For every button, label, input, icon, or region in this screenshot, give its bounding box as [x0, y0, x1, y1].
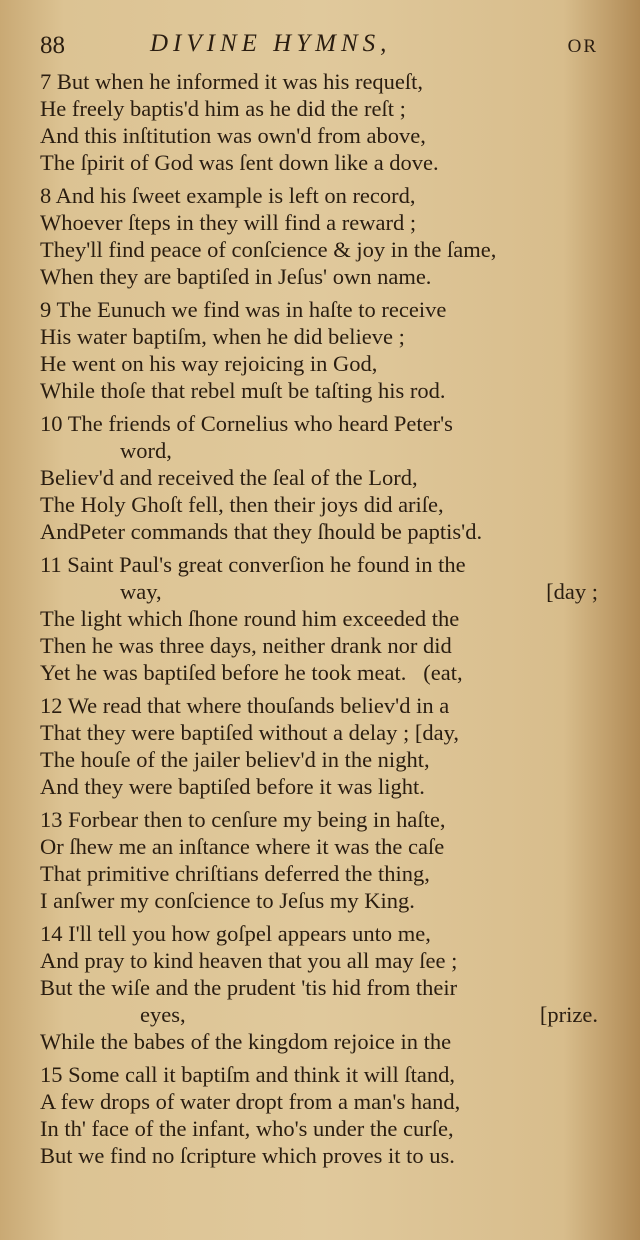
turnover-word: eyes,: [140, 1002, 186, 1027]
verse-line: In th' face of the infant, who's under the curſe,: [40, 1116, 454, 1141]
verse-line: Whoever ſteps in they will find a reward ;: [40, 210, 417, 235]
verse-13: [40, 806, 606, 914]
verse-line-turnover: word,: [120, 438, 172, 463]
verse-line: 15 Some call it baptiſm and think it will ſtand,: [40, 1062, 455, 1087]
verse-14: [40, 920, 606, 1055]
verse-line: 8 And his ſweet example is left on record,: [40, 183, 416, 208]
page-number: 88: [40, 32, 65, 59]
verse-line: A few drops of water dropt from a man's hand,: [40, 1089, 461, 1114]
verse-line: That they were baptiſed without a delay ; [day,: [40, 720, 460, 745]
verse-line: And pray to kind heaven that you all may ſee ;: [40, 948, 458, 973]
verse-line: The ſpirit of God was ſent down like a dove.: [40, 150, 439, 175]
verse-line: I anſwer my conſcience to Jeſus my King.: [40, 888, 415, 913]
verse-line: But the wiſe and the prudent 'tis hid from their: [40, 975, 458, 1000]
verse-9: [40, 296, 606, 404]
verse-line: Believ'd and received the ſeal of the Lord,: [40, 465, 418, 490]
verse-line: While thoſe that rebel muſt be taſting his rod.: [40, 378, 446, 403]
verse-line: The light which ſhone round him exceeded the: [40, 606, 460, 631]
verse-line: But we find no ſcripture which proves it to us.: [40, 1143, 455, 1168]
verse-line: Then he was three days, neither drank nor did: [40, 633, 452, 658]
verse-line: And this inſtitution was own'd from above,: [40, 123, 426, 148]
verse-line: 7 But when he informed it was his requeſt,: [40, 69, 424, 94]
verse-line: 14 I'll tell you how goſpel appears unto me,: [40, 921, 431, 946]
verse-line: His water baptiſm, when he did believe ;: [40, 324, 405, 349]
verse-line: 13 Forbear then to cenſure my being in haſte,: [40, 807, 446, 832]
verse-12: [40, 692, 606, 800]
turnover-word: (eat,: [423, 660, 463, 685]
verse-turnover-row: [40, 1001, 606, 1028]
turnover-word: [prize.: [539, 1002, 598, 1027]
verse-line: [40, 659, 606, 686]
verse-line: Or ſhew me an inſtance where it was the caſe: [40, 834, 445, 859]
verse-15: [40, 1061, 606, 1169]
verse-7: [40, 68, 606, 176]
verse-8: [40, 182, 606, 290]
verse-line: That primitive chriſtians deferred the thing,: [40, 861, 430, 886]
turnover-word: way,: [120, 579, 162, 604]
verse-line: The Holy Ghoſt fell, then their joys did ariſe,: [40, 492, 444, 517]
verse-line: He freely baptis'd him as he did the reſt ;: [40, 96, 406, 121]
verse-turnover-row: [40, 578, 606, 605]
running-title: DIVINE HYMNS,: [150, 30, 392, 57]
verse-line: The houſe of the jailer believ'd in the night,: [40, 747, 430, 772]
verse-line: 9 The Eunuch we find was in haſte to receive: [40, 297, 447, 322]
verse-line: AndPeter commands that they ſhould be paptis'd.: [40, 519, 483, 544]
verse-line: While the babes of the kingdom rejoice in the: [40, 1029, 452, 1054]
verse-line: He went on his way rejoicing in God,: [40, 351, 378, 376]
verse-line: And they were baptiſed before it was light.: [40, 774, 425, 799]
verse-line: 10 The friends of Cornelius who heard Peter's: [40, 411, 453, 436]
turnover-word: [day ;: [546, 579, 598, 604]
verse-line: 11 Saint Paul's great converſion he found in the: [40, 552, 466, 577]
verse-11: [40, 551, 606, 686]
verse-line: When they are baptiſed in Jeſus' own name.: [40, 264, 432, 289]
verse-line: 12 We read that where thouſands believ'd in a: [40, 693, 450, 718]
verse-10: [40, 410, 606, 545]
verse-line-text: Yet he was baptiſed before he took meat.: [40, 660, 407, 685]
running-title-or: OR: [567, 36, 598, 57]
verse-line: They'll find peace of conſcience & joy in the ſame,: [40, 237, 497, 262]
page-header: [40, 28, 606, 68]
